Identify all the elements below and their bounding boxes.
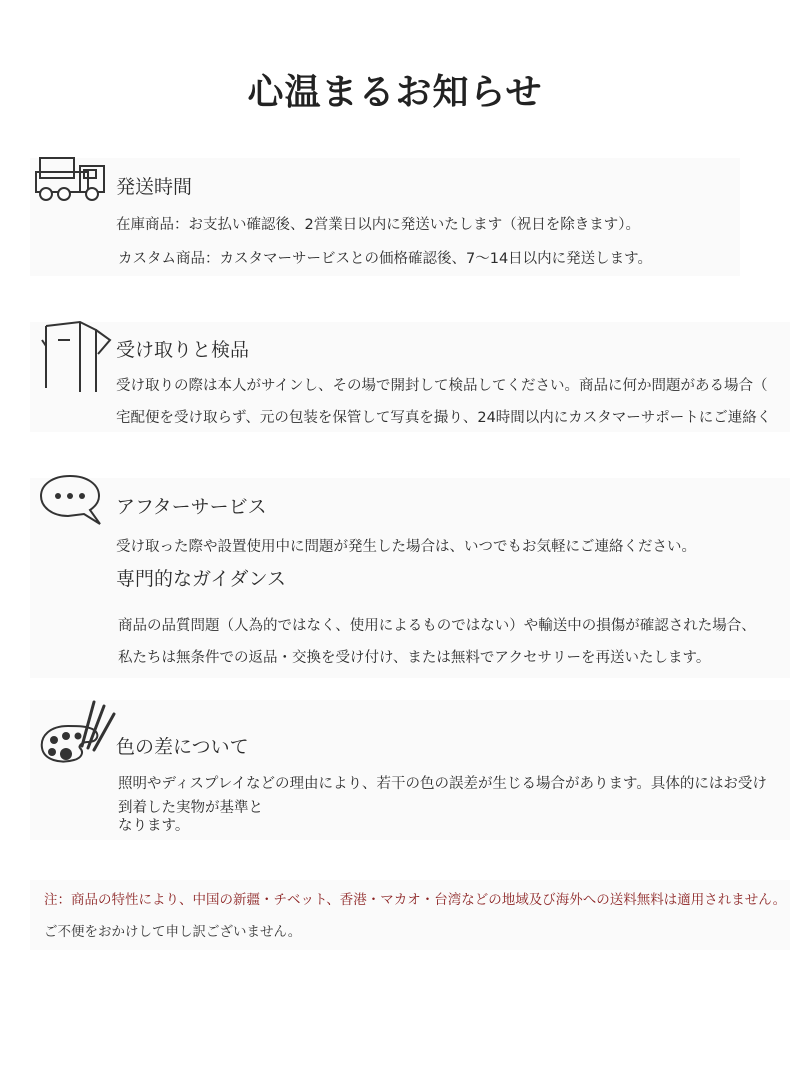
section-heading-shipping: 発送時間 [116,176,193,198]
shipping-exclusion-note: 注：商品の特性により、中国の新疆・チベット、香港・マカオ・台湾などの地域及び海外への送料無料は適用されません。 [44,892,787,908]
apology-note: ご不便をおかけして申し訳ございません。 [44,924,302,940]
section-text: なります。 [118,818,190,834]
page-title: 心温まるお知らせ [247,72,543,113]
section-text: 商品の品質問題（人為的ではなく、使用によるものではない）や輸送中の損傷が確認された場合、 [118,618,756,634]
section-text: 宅配便を受け取らず、元の包装を保管して写真を撮り、24時間以内にカスタマーサポートにご連絡く [116,410,772,426]
section-text: 受け取りの際は本人がサインし、その場で開封して検品してください。商品に何か問題がある場合（ [116,378,768,394]
section-text: 到着した実物が基準と [118,800,263,816]
speech-bubble-icon [38,472,104,528]
section-heading-after-service: アフターサービス [116,496,267,518]
delivery-truck-icon [34,156,108,202]
package-box-icon [40,318,112,396]
section-text: 照明やディスプレイなどの理由により、若干の色の誤差が生じる場合があります。具体的にはお受け [118,776,767,792]
section-text: 在庫商品：お支払い確認後、2営業日以内に発送いたします（祝日を除きます）。 [116,217,640,233]
section-text: カスタム商品：カスタマーサービスとの価格確認後、7〜14日以内に発送します。 [118,251,653,267]
section-text: 私たちは無条件での返品・交換を受け付け、または無料でアクセサリーを再送いたします。 [118,650,711,666]
section-text: 受け取った際や設置使用中に問題が発生した場合は、いつでもお気軽にご連絡ください。 [116,539,696,555]
paint-palette-icon [38,696,118,768]
section-heading-inspection: 受け取りと検品 [116,339,250,361]
section-heading-color: 色の差について [116,736,249,758]
section-subheading-guidance: 専門的なガイダンス [116,568,287,590]
